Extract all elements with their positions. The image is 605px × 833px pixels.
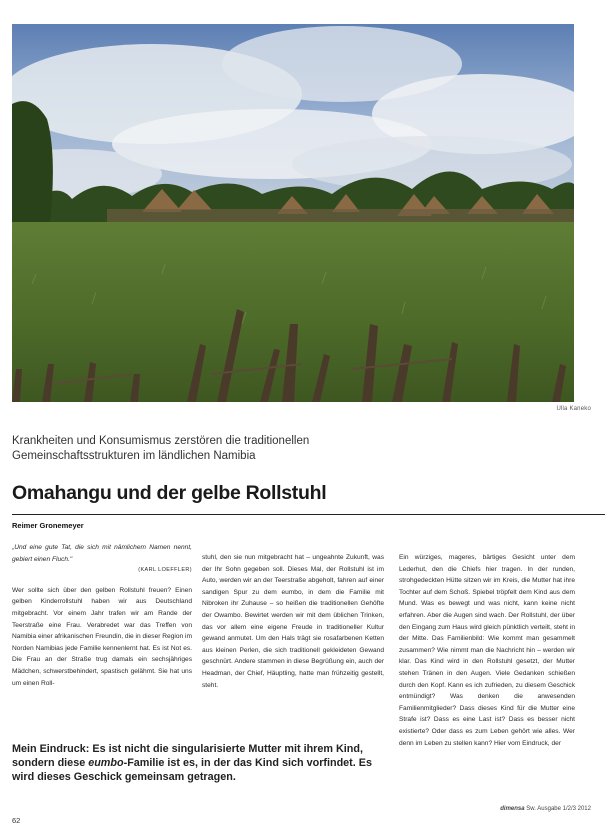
magazine-footer bbox=[500, 806, 591, 812]
article-photo bbox=[12, 24, 574, 402]
pull-quote-end: -Familie ist es, in der das Kind sich vorfindet. Es wird dieses Geschick gemeinsam getragen. bbox=[12, 757, 372, 783]
headline-rule bbox=[12, 514, 605, 515]
column-2-text: stuhl, den sie nun mitgebracht hat – ungeahnte Zukunft, was der Ihr Sohn gegeben soll. Dieses Mal, der Rollstuhl ist im Auto, werden wir an der Teerstraße abgeholt, fahren auf einer sandigen Spur zu dem eumbo, in dem die Familie mit Nibroken ihr Zuhause – so heißen die traditionellen Gehöfte der Owambo. Bewirtet werden wir mit dem üblichen Trinken, das vor allem eine eigene Freude in traditioneller Kultur gewand anmutet. Um den Hals trägt sie rosafarbenen Ketten aus kleinen Perlen, die sich traditionell gekleideten Gewand geschnürt. Andere stammen in diese Begrüßung ein, auch der Headman, der Chief, Häuptling, hatte man frühzeitig gestellt, steht. bbox=[202, 554, 384, 689]
column-3-text: Ein würziges, mageres, bärtiges Gesicht unter dem Lederhut, den die Chiefs hier tragen. In der runden, strohgedeckten Hütte sitzen wir im Kreis, die Mutter hat ihre Tochter auf dem Schoß. Spiebel tröpfelt dem Kind aus dem Mund. Was es bewegt und was nicht, kann keine nicht erfahren. Aber die Augen sind wach. Der Rollstuhl, der über den Eingang zum Haus wird gleich pünktlich verteilt, steht in der Mitte. Das Familienbild: Wie kommt man gesammelt zusammen? Wie nimmt man die Nachricht hin – werden wir klar. Das Kind wird in den Rollstuhl gesetzt, der Mutter stehen Tränen in den Augen. Viele Gedanken schießen durch den Kopf. Kann es ich zufrieden, zu diesem Geschick entmündigt? Was denken die anwesenden Familienmitglieder? Dass dieses Kind für die Mutter eine Strafe ist? Dass es eine Last ist? Dass es besser nicht existierte? Oder dass es zum Leben gehört wie alles. Wer denn im Leben zu stellen kann? Hier vom Eindruck, der bbox=[399, 554, 575, 747]
article-headline: Omahangu und der gelbe Rollstuhl bbox=[12, 482, 327, 504]
text-column-2 bbox=[202, 552, 384, 691]
pull-quote-start: Mein Eindruck: Es ist nicht die singularisierte Mutter mit ihrem Kind, sondern diese bbox=[12, 743, 363, 769]
photo-credit: Ulla Kaneko bbox=[556, 406, 591, 412]
page-number: 62 bbox=[12, 816, 21, 825]
magazine-name: dimensa bbox=[500, 806, 525, 812]
pull-quote bbox=[12, 742, 377, 784]
text-column-3 bbox=[399, 552, 575, 749]
pull-quote-emphasis: eumbo bbox=[88, 757, 124, 769]
landscape-image bbox=[12, 24, 574, 402]
text-column-1 bbox=[12, 520, 192, 689]
standfirst: Krankheiten und Konsumismus zerstören die traditionellen Gemeinschaftsstrukturen im ländlichen Namibia bbox=[12, 435, 310, 462]
issue-info: Sw. Ausgabe 1/2/3 2012 bbox=[526, 806, 591, 812]
motto-source: (KARL LOEFFLER) bbox=[138, 567, 192, 574]
motto-quote: „Und eine gute Tat, die sich mit nämlichem Namen nennt, gebiert einen Fluch." bbox=[12, 544, 192, 563]
column-1-text: Wer sollte sich über den gelben Rollstuhl freuen? Einen gelben Kinderrollstuhl haben wir aus Deutschland mitgebracht. Vor einem Jahr trafen wir am Rande der Teerstraße eine Frau. Verabredet war das Treffen von Namibia einer afrikanischen Freundin, die in dieser Region im Norden Namibias jede Familie kennenlernt hat. Es ist Not es. Die Frau an der Straße trug damals ein sechsjähriges Mädchen, schwerstbehindert, spastisch gelähmt. Sie hat uns um einen Roll- bbox=[12, 586, 192, 687]
author-name: Reimer Gronemeyer bbox=[12, 521, 84, 530]
